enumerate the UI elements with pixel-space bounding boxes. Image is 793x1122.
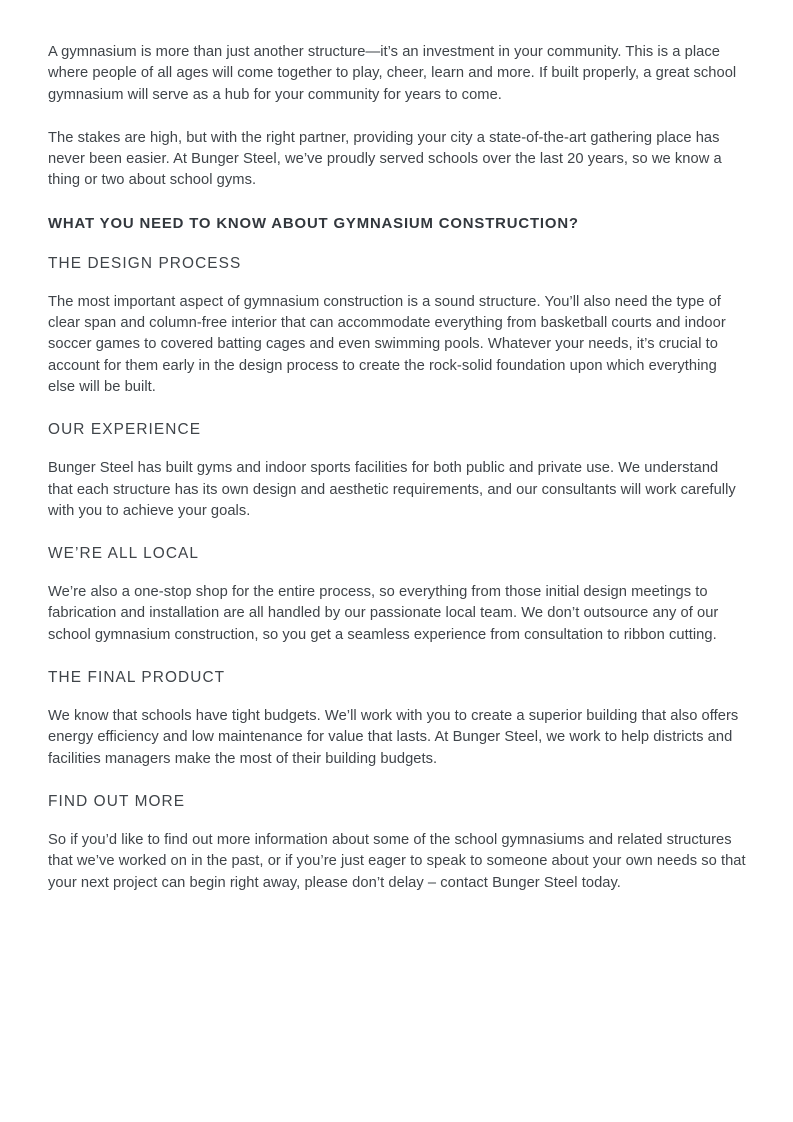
subheading-the-final-product: THE FINAL PRODUCT	[48, 669, 226, 687]
the-final-product-paragraph: We know that schools have tight budgets. We’ll work with you to create a superior building that also offers energy efficiency and low maintenance for value that lasts. At Bunger Steel, we work to help districts and facilities managers make the most of their building budgets.	[48, 708, 739, 767]
design-process-paragraph: The most important aspect of gymnasium construction is a sound structure. You’ll also need the type of clear span and column-free interior that can accommodate everything from basketball courts and indoor soccer games to covered batting cages and even swimming pools. Whatever your needs, it’s crucial to account for them early in the design process to create the rock-solid foundation upon which everything else will be built.	[48, 293, 726, 395]
main-heading: WHAT YOU NEED TO KNOW ABOUT GYMNASIUM CONSTRUCTION?	[48, 215, 579, 232]
find-out-more-paragraph: So if you’d like to find out more information about some of the school gymnasiums and related structures that we’ve worked on in the past, or if you’re just eager to speak to someone about your own needs so that your next project can begin right away, please don’t delay – contact Bunger Steel today.	[48, 831, 746, 891]
our-experience-paragraph: Bunger Steel has built gyms and indoor sports facilities for both public and private use. We understand that each structure has its own design and aesthetic requirements, and our consultants will work carefully with you to achieve your goals.	[48, 460, 736, 519]
subheading-our-experience: OUR EXPERIENCE	[48, 421, 202, 439]
intro-paragraph-2: The stakes are high, but with the right partner, providing your city a state-of-the-art gathering place has never been easier. At Bunger Steel, we’ve proudly served schools over the last 20 years, so we know a thing or two about school gyms.	[48, 129, 722, 189]
subheading-design-process: THE DESIGN PROCESS	[48, 254, 242, 272]
subheading-were-all-local: WE’RE ALL LOCAL	[48, 545, 200, 563]
were-all-local-paragraph: We’re also a one-stop shop for the entire process, so everything from those initial design meetings to fabrication and installation are all handled by our passionate local team. We don’t outsource any of our school gymnasium construction, so you get a seamless experience from consultation to ribbon cutting.	[48, 584, 719, 643]
intro-paragraph-1: A gymnasium is more than just another structure—it’s an investment in your community. This is a place where people of all ages will come together to play, cheer, learn and more. If built properly, a great school gymnasium will serve as a hub for your community for years to come.	[48, 44, 737, 103]
subheading-find-out-more: FIND OUT MORE	[48, 792, 186, 810]
